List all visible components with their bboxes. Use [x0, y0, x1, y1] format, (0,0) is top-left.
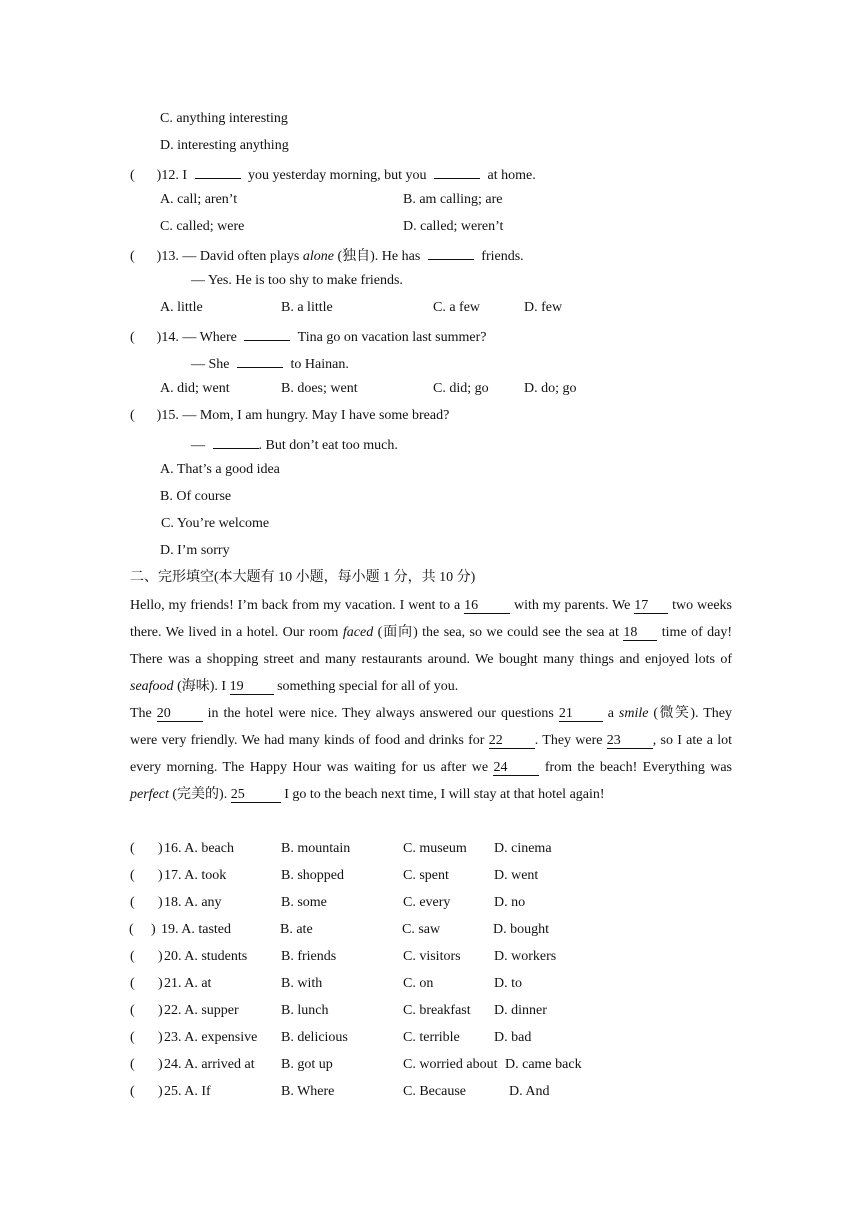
- passage-italic: smile: [618, 706, 649, 721]
- q15-option-c: C. You’re welcome: [161, 516, 270, 531]
- passage-text: (海味). I: [177, 679, 227, 694]
- answer-paren-open: (: [130, 408, 135, 423]
- choice-option-a: 24. A. arrived at: [164, 1057, 255, 1072]
- choice-option-a: 18. A. any: [164, 895, 222, 910]
- passage-text: two weeks there. We lived in a hotel. Our room: [130, 598, 732, 640]
- cloze-blank-16: 16: [464, 598, 510, 614]
- answer-paren-open: (: [130, 330, 135, 345]
- choice-option-b: B. shopped: [281, 868, 344, 883]
- choice-option-b: B. with: [281, 976, 323, 991]
- choice-option-b: B. lunch: [281, 1003, 329, 1018]
- blank: [428, 245, 474, 260]
- choice-option-b: B. got up: [281, 1057, 333, 1072]
- blank: [244, 326, 290, 341]
- cloze-paragraph-2: [130, 700, 732, 808]
- passage-text: Hello, my friends! I’m back from my vacation. I went to a: [130, 598, 461, 613]
- q13-stem: [130, 245, 524, 266]
- choice-option-b: B. some: [281, 895, 327, 910]
- q14-option-a: A. did; went: [160, 381, 230, 396]
- choice-option-c: C. worried about: [403, 1057, 498, 1072]
- answer-paren-open: (: [130, 249, 135, 264]
- passage-text: (完美的).: [172, 787, 228, 802]
- choice-option-c: C. spent: [403, 868, 449, 883]
- q14-number: 14.: [161, 330, 179, 345]
- q13-line2: — Yes. He is too shy to make friends.: [191, 273, 403, 288]
- answer-paren-open: (: [130, 168, 135, 183]
- passage-text: (面向) the sea, so we could see the sea at: [377, 625, 619, 640]
- choice-option-d: D. And: [509, 1084, 550, 1099]
- answer-paren-close: ): [158, 868, 163, 883]
- choice-option-d: D. bought: [493, 922, 549, 937]
- choice-option-c: C. terrible: [403, 1030, 460, 1045]
- q15-option-a: A. That’s a good idea: [160, 462, 280, 477]
- choice-option-c: C. breakfast: [403, 1003, 471, 1018]
- choice-option-a: 23. A. expensive: [164, 1030, 258, 1045]
- q15-number: 15.: [161, 408, 179, 423]
- choice-option-c: C. visitors: [403, 949, 461, 964]
- q14-line2-end: to Hainan.: [290, 357, 349, 372]
- answer-slot[interactable]: [138, 894, 156, 910]
- answer-slot[interactable]: [138, 975, 156, 991]
- answer-paren-close: ): [158, 1057, 163, 1072]
- answer-slot[interactable]: [138, 948, 156, 964]
- q11-option-c: C. anything interesting: [160, 111, 288, 126]
- answer-paren-close: ): [158, 841, 163, 856]
- choice-option-c: C. every: [403, 895, 451, 910]
- cloze-blank-18: 18: [623, 625, 657, 641]
- answer-paren-close: ): [158, 976, 163, 991]
- q13-number: 13.: [161, 249, 179, 264]
- choice-option-d: D. went: [494, 868, 539, 883]
- answer-paren-open: (: [130, 895, 135, 910]
- q14-line1-pre: — Where: [182, 330, 237, 345]
- answer-paren-open: (: [130, 976, 135, 991]
- cloze-blank-23: 23: [607, 733, 653, 749]
- choice-option-d: D. no: [494, 895, 526, 910]
- answer-paren-close: ): [158, 1084, 163, 1099]
- answer-slot[interactable]: [138, 1029, 156, 1045]
- passage-italic: faced: [342, 625, 374, 640]
- q14-option-c: C. did; go: [433, 381, 489, 396]
- q15-line2: [191, 434, 398, 455]
- choice-option-c: C. Because: [403, 1084, 466, 1099]
- q14-option-d: D. do; go: [524, 381, 577, 396]
- answer-paren-close: ): [156, 249, 162, 264]
- q12-option-c: C. called; were: [160, 219, 245, 234]
- answer-paren-open: (: [130, 1057, 135, 1072]
- q15-line2-end: . But don’t eat too much.: [258, 438, 398, 453]
- choice-option-d: D. bad: [494, 1030, 532, 1045]
- cloze-blank-25: 25: [231, 787, 281, 803]
- q12-stem: [130, 164, 536, 185]
- cloze-blank-19: 19: [230, 679, 274, 695]
- q15-option-b: B. Of course: [160, 489, 232, 504]
- answer-slot[interactable]: [138, 1002, 156, 1018]
- q14-line1-end: Tina go on vacation last summer?: [297, 330, 487, 345]
- q13-option-a: A. little: [160, 300, 203, 315]
- q13-italic-word: alone: [302, 249, 334, 264]
- answer-paren-close: ): [156, 168, 162, 183]
- choice-option-a: 21. A. at: [164, 976, 212, 991]
- q14-line2-pre: — She: [191, 357, 230, 372]
- blank: [237, 353, 283, 368]
- q12-option-d: D. called; weren’t: [403, 219, 504, 234]
- choice-option-b: B. ate: [280, 922, 313, 937]
- answer-slot[interactable]: [138, 867, 156, 883]
- cloze-paragraph-1: [130, 592, 732, 700]
- passage-text: (微笑). They were very friendly. We had many kinds of food and drinks for: [130, 706, 733, 748]
- answer-paren-close: ): [156, 330, 162, 345]
- passage-text: The: [130, 706, 152, 721]
- choice-option-a: 17. A. took: [164, 868, 227, 883]
- q15-option-d: D. I’m sorry: [160, 543, 230, 558]
- q13-line1-pre: — David often plays: [182, 249, 300, 264]
- q15-stem: [130, 407, 449, 425]
- choice-option-d: D. came back: [505, 1057, 582, 1072]
- cloze-blank-24: 24: [493, 760, 539, 776]
- choice-option-d: D. to: [494, 976, 522, 991]
- choice-option-d: D. cinema: [494, 841, 552, 856]
- passage-italic: seafood: [130, 679, 174, 694]
- q14-line2: [191, 353, 349, 374]
- q13-option-c: C. a few: [433, 300, 481, 315]
- answer-paren-open: (: [130, 868, 135, 883]
- passage-text: . They were: [534, 733, 603, 748]
- passage-text: time of day! There was a shopping street and many restaurants around. We bought many things and enjoyed lots of: [130, 625, 733, 667]
- choice-option-c: C. museum: [403, 841, 467, 856]
- blank: [434, 164, 480, 179]
- choice-option-a: 16. A. beach: [164, 841, 234, 856]
- choice-option-a: 20. A. students: [164, 949, 248, 964]
- q12-option-a: A. call; aren’t: [160, 192, 238, 207]
- passage-text: , so I ate a lot every morning. The Happy Hour was waiting for us after we: [130, 733, 733, 775]
- choice-option-c: C. on: [403, 976, 434, 991]
- answer-paren-open: (: [129, 922, 134, 937]
- answer-paren-close: ): [156, 408, 162, 423]
- answer-paren-open: (: [130, 1003, 135, 1018]
- q12-mid: you yesterday morning, but you: [248, 168, 427, 183]
- cloze-blank-21: 21: [559, 706, 603, 722]
- choice-option-b: B. Where: [281, 1084, 335, 1099]
- choice-option-a: 25. A. If: [164, 1084, 211, 1099]
- answer-paren-close: ): [151, 922, 156, 937]
- q15-line2-pre: —: [191, 438, 205, 453]
- choice-option-b: B. delicious: [281, 1030, 348, 1045]
- q12-number: 12. I: [161, 168, 188, 183]
- answer-slot[interactable]: [138, 1083, 156, 1099]
- answer-paren-open: (: [130, 949, 135, 964]
- passage-text: with my parents. We: [514, 598, 631, 613]
- answer-paren-close: ): [158, 1030, 163, 1045]
- answer-paren-open: (: [130, 841, 135, 856]
- passage-text: in the hotel were nice. They always answered our questions: [207, 706, 554, 721]
- passage-text: I go to the beach next time, I will stay at that hotel again!: [284, 787, 605, 802]
- answer-paren-open: (: [130, 1084, 135, 1099]
- q13-option-d: D. few: [524, 300, 563, 315]
- passage-text: something special for all of you.: [277, 679, 459, 694]
- choice-option-c: C. saw: [402, 922, 441, 937]
- section-heading: 二、完形填空(本大题有 10 小题，每小题 1 分，共 10 分): [130, 570, 476, 585]
- passage-text: a: [607, 706, 614, 721]
- q11-option-d: D. interesting anything: [160, 138, 289, 153]
- choice-option-b: B. friends: [281, 949, 337, 964]
- choice-option-a: 22. A. supper: [164, 1003, 239, 1018]
- q14-stem: [130, 326, 487, 347]
- passage-italic: perfect: [130, 787, 169, 802]
- q15-line1: — Mom, I am hungry. May I have some bread?: [182, 408, 450, 423]
- answer-paren-close: ): [158, 949, 163, 964]
- choice-option-d: D. dinner: [494, 1003, 547, 1018]
- choice-option-d: D. workers: [494, 949, 557, 964]
- cloze-blank-20: 20: [157, 706, 203, 722]
- blank: [213, 434, 259, 449]
- q14-option-b: B. does; went: [281, 381, 358, 396]
- q13-line1-end: friends.: [481, 249, 524, 264]
- choice-option-a: 19. A. tasted: [161, 922, 231, 937]
- answer-paren-close: ): [158, 895, 163, 910]
- answer-paren-open: (: [130, 1030, 135, 1045]
- answer-slot[interactable]: [138, 840, 156, 856]
- cloze-blank-22: 22: [489, 733, 535, 749]
- blank: [195, 164, 241, 179]
- answer-slot[interactable]: [138, 1056, 156, 1072]
- passage-text: from the beach! Everything was: [544, 760, 732, 775]
- q12-option-b: B. am calling; are: [403, 192, 503, 207]
- cloze-blank-17: 17: [634, 598, 668, 614]
- q13-line1-mid: (独自). He has: [337, 249, 421, 264]
- q13-option-b: B. a little: [281, 300, 333, 315]
- q12-end: at home.: [487, 168, 536, 183]
- answer-paren-close: ): [158, 1003, 163, 1018]
- choice-option-b: B. mountain: [281, 841, 351, 856]
